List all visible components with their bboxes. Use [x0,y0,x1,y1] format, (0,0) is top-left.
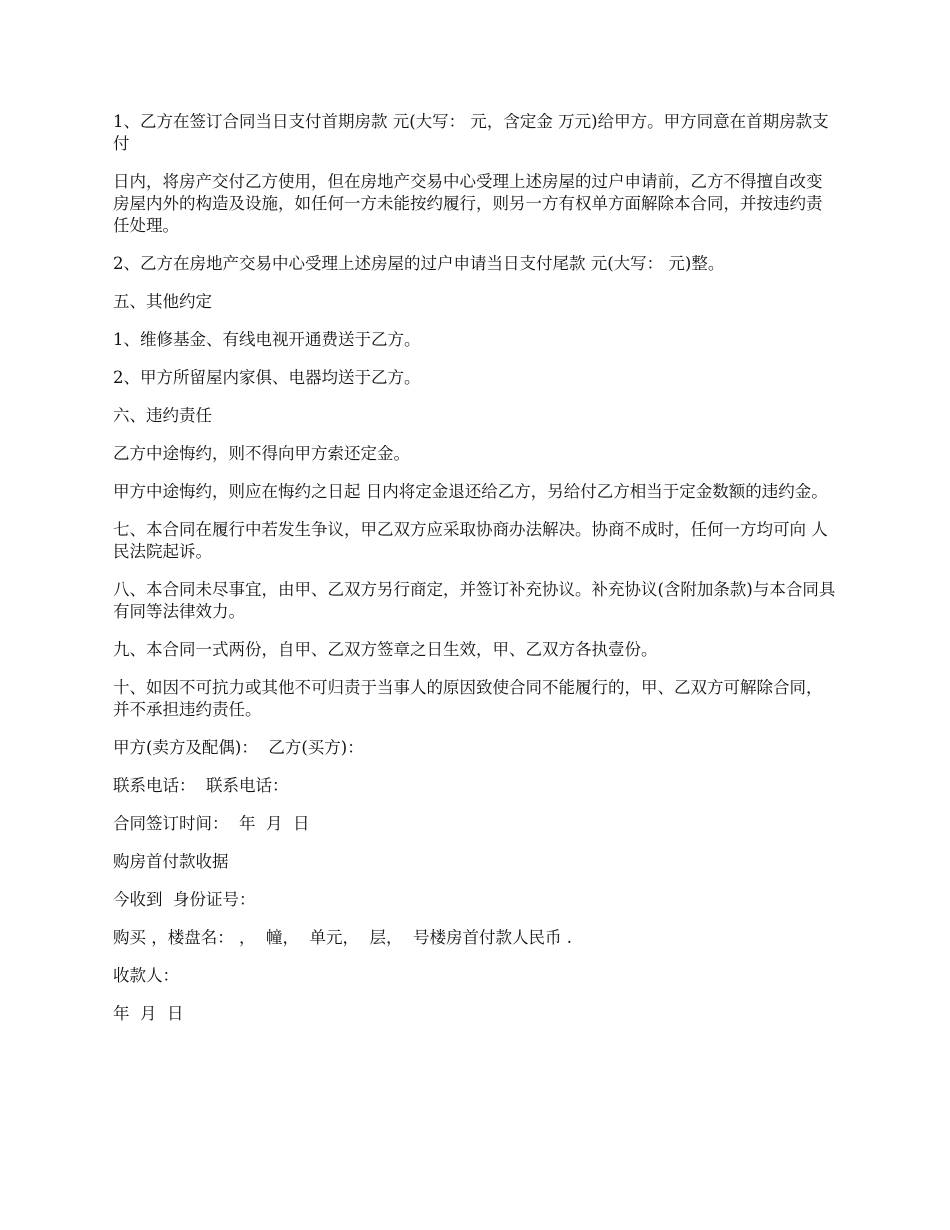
signature-parties: 甲方(卖方及配偶)： 乙方(买方)： [113,738,364,757]
section-heading-breach: 六、违约责任 [113,406,212,425]
contact-phones: 联系电话： 联系电话： [113,776,289,795]
receipt-received-from: 今收到 身份证号： [113,890,256,909]
clause-furniture: 2、甲方所留屋内家俱、电器均送于乙方。 [113,368,421,387]
clause-seller-breach: 甲方中途悔约，则应在悔约之日起 日内将定金退还给乙方，另给付乙方相当于定金数额的违约金。 [113,482,828,501]
clause-first-payment: 1、乙方在签订合同当日支付首期房款 元(大写： 元，含定金 万元)给甲方。甲方同意在首期房款支付 [113,112,829,153]
document-page [113,111,837,1041]
signing-date: 合同签订时间： 年 月 日 [113,814,310,833]
receipt-title: 购房首付款收据 [113,852,229,871]
receipt-date: 年 月 日 [113,1004,184,1023]
clause-copies: 九、本合同一式两份，自甲、乙双方签章之日生效，甲、乙双方各执壹份。 [113,640,658,659]
clause-dispute: 七、本合同在履行中若发生争议，甲乙双方应采取协商办法解决。协商不成时，任何一方均可向 人民法院起诉。 [113,520,828,561]
clause-handover: 日内，将房产交付乙方使用，但在房地产交易中心受理上述房屋的过户申请前，乙方不得擅自改变房屋内外的构造及设施，如任何一方未能按约履行，则另一方有权单方面解除本合同，并按违约责任处理。 [113,172,823,235]
clause-force-majeure: 十、如因不可抗力或其他不可归责于当事人的原因致使合同不能履行的，甲、乙双方可解除合同，并不承担违约责任。 [113,678,823,719]
clause-final-payment: 2、乙方在房地产交易中心受理上述房屋的过户申请当日支付尾款 元(大写： 元)整。 [113,254,725,273]
clause-buyer-breach: 乙方中途悔约，则不得向甲方索还定金。 [113,444,410,463]
section-heading-other: 五、其他约定 [113,292,212,311]
clause-supplement: 八、本合同未尽事宜，由甲、乙双方另行商定，并签订补充协议。补充协议(含附加条款)与本合同具有同等法律效力。 [113,580,836,621]
receipt-payee: 收款人： [113,966,179,985]
receipt-purchase-details: 购买 ，楼盘名： ， 幢， 单元， 层， 号楼房首付款人民币 . [113,928,572,947]
clause-maintenance-fund: 1、维修基金、有线电视开通费送于乙方。 [113,330,421,349]
